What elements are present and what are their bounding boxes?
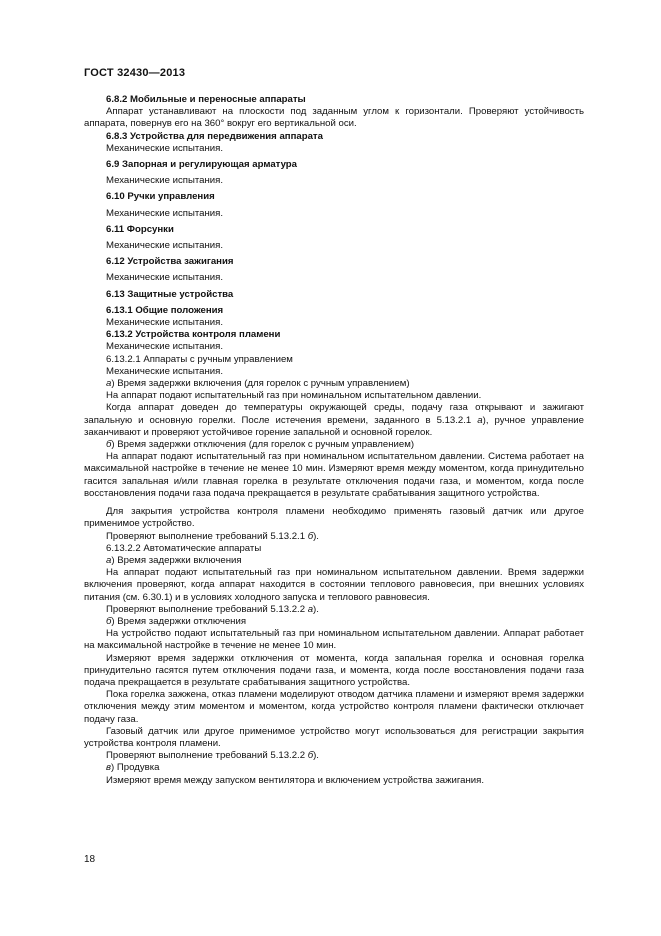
reference-letter: б: [307, 750, 314, 762]
section-6-10-text: Механические испытания.: [106, 207, 223, 219]
paragraph: [84, 604, 584, 616]
item-a-letter: а: [106, 378, 112, 390]
paragraph: На аппарат подают испытательный газ при номинальном испытательном давлении. Система работает на максимальной настройке в течение не менее 10 мин. Измеряют время между моментом, когда принудительно гасится запальная и/или главная горелка в результате отключения подачи газа, и моментом, когда после восстановления подачи газа подача прекращается в результате срабатывания защитного устройства.: [84, 451, 584, 499]
item-b-letter: б: [106, 439, 112, 451]
paragraph-text: ).: [313, 750, 319, 762]
section-6-12-heading: 6.12 Устройства зажигания: [106, 256, 234, 268]
paragraph: Для закрытия устройства контроля пламени необходимо применять газовый датчик или другое применимое устройство.: [84, 506, 584, 530]
page-body: [84, 94, 584, 787]
section-6-9-heading: 6.9 Запорная и регулирующая арматура: [106, 159, 298, 171]
item-b-title: ) Время задержки отключения (для горелок с ручным управлением): [111, 439, 415, 451]
paragraph: Пока горелка зажжена, отказ пламени моделируют отводом датчика пламени и измеряют время задержки отключения между этим моментом и моментом, когда устройство контроля пламени фактически отключает подачу газа.: [84, 689, 584, 725]
document-header: ГОСТ 32430—2013: [84, 67, 186, 79]
section-6-13-2-heading: 6.13.2 Устройства контроля пламени: [106, 329, 281, 341]
section-6-13-2-1-text: Механические испытания.: [106, 365, 223, 377]
paragraph-text: Проверяют выполнение требований 5.13.2.1: [106, 530, 308, 542]
section-6-8-3-heading: 6.8.3 Устройства для передвижения аппарата: [106, 130, 323, 142]
paragraph: Измеряют время задержки отключения от момента, когда запальная горелка и основная горелка принудительно гасятся путем отключения подачи газа, и момента, когда после восстановления подачи газа подача прекращается в результате срабатывания защитного устройства.: [84, 652, 584, 688]
paragraph: На аппарат подают испытательный газ при номинальном испытательном давлении. Время задержки включения проверяют, когда аппарат находится в состоянии теплового равновесия, при внешних условиях питания (см. 6.30.1) и в условиях холодного запуска и теплового равновесия.: [84, 567, 584, 603]
item-b-title: ) Время задержки отключения: [111, 615, 247, 627]
item-a-heading: [84, 378, 584, 390]
paragraph-text: ).: [313, 603, 319, 615]
paragraph-text: ), ручное управление заканчивают и проверяют устойчивое горение запальной и основной горелок.: [84, 414, 584, 438]
paragraph: [84, 531, 584, 543]
item-a-letter: а: [106, 554, 112, 566]
section-6-13-2-text: Механические испытания.: [106, 341, 223, 353]
section-6-10-heading: 6.10 Ручки управления: [106, 191, 215, 203]
paragraph-text: Проверяют выполнение требований 5.13.2.2: [106, 603, 308, 615]
section-6-13-2-2-heading: 6.13.2.2 Автоматические аппараты: [106, 542, 262, 554]
section-6-11-text: Механические испытания.: [106, 240, 223, 252]
paragraph: Газовый датчик или другое применимое устройство могут использоваться для регистрации закрытия устройства контроля пламени.: [84, 725, 584, 749]
item-v-title: ) Продувка: [111, 762, 160, 774]
item-b-heading: [84, 439, 584, 451]
item-v-heading: [84, 762, 584, 774]
section-6-12-text: Механические испытания.: [106, 272, 223, 284]
paragraph-text: ).: [313, 530, 319, 542]
paragraph: На аппарат подают испытательный газ при номинальном испытательном давлении.: [106, 390, 482, 402]
section-6-11-heading: 6.11 Форсунки: [106, 223, 174, 235]
paragraph-text: Проверяют выполнение требований 5.13.2.2: [106, 750, 308, 762]
reference-letter: б: [307, 530, 314, 542]
section-6-13-2-1-heading: 6.13.2.1 Аппараты с ручным управлением: [106, 353, 293, 365]
item-b-letter: б: [106, 615, 112, 627]
reference-letter: а: [307, 603, 314, 615]
section-6-9-text: Механические испытания.: [106, 175, 223, 187]
section-6-13-heading: 6.13 Защитные устройства: [106, 288, 234, 300]
paragraph: Измеряют время между запуском вентилятора и включением устройства зажигания.: [106, 774, 485, 786]
paragraph: [84, 750, 584, 762]
item-a-heading: [84, 555, 584, 567]
item-b-heading: [84, 616, 584, 628]
section-6-8-3-text: Механические испытания.: [106, 142, 223, 154]
item-a-title: ) Время задержки включения: [111, 554, 242, 566]
paragraph: [84, 402, 584, 439]
item-a-title: ) Время задержки включения (для горелок с ручным управлением): [111, 378, 410, 390]
section-6-13-1-heading: 6.13.1 Общие положения: [106, 304, 224, 316]
section-6-8-2-heading: 6.8.2 Мобильные и переносные аппараты: [106, 94, 306, 105]
section-6-8-2-text: Аппарат устанавливают на плоскости под заданным углом к горизонтали. Проверяют устойчивость аппарата, повернув его на 360° вокруг его вертикальной оси.: [84, 106, 584, 130]
paragraph-text: Когда аппарат доведен до температуры окружающей среды, подачу газа открывают и зажигают запальную и основную горелки. После истечения времени, заданного в 5.13.2.1: [84, 402, 584, 426]
page-number: 18: [84, 854, 96, 865]
section-6-13-1-text: Механические испытания.: [106, 317, 223, 329]
paragraph: На устройство подают испытательный газ при номинальном испытательном давлении. Аппарат работает на максимальной настройке в течение не менее 10 мин.: [84, 628, 584, 652]
reference-letter: а: [477, 414, 483, 426]
item-v-letter: в: [106, 762, 112, 774]
